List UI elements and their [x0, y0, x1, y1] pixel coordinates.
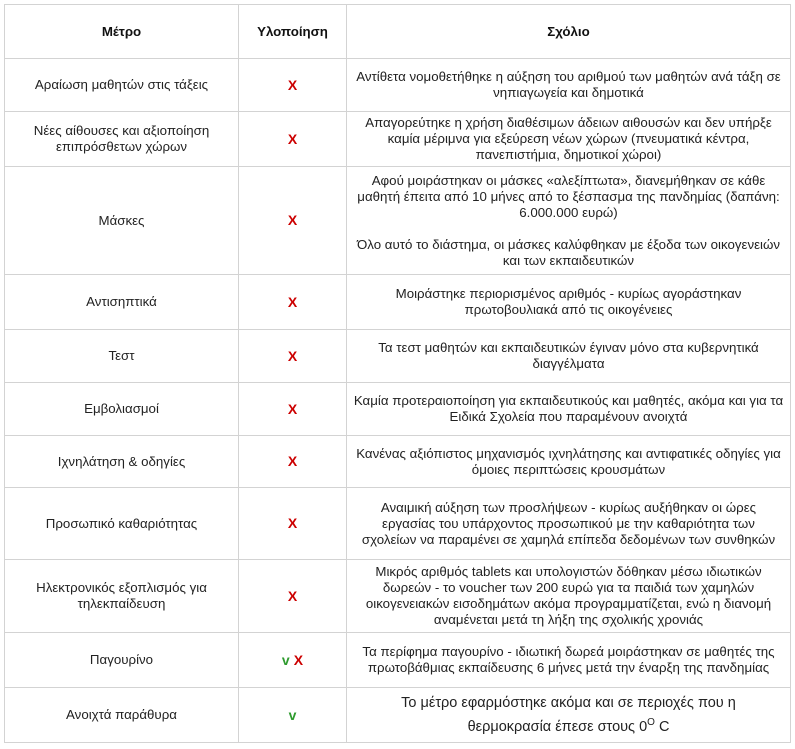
table-row — [5, 688, 791, 743]
comment-cell: Αναιμική αύξηση των προσλήψεων - κυρίως αυξήθηκαν οι ώρες εργασίας του υπάρχοντος προσωπικού με την καθαριότητα των σχολείων να παραμένει σε χαμηλά επίπεδα δεδομένων των συνθηκών — [347, 488, 791, 560]
check-mark-icon: v — [281, 651, 290, 668]
implementation-cell — [239, 275, 347, 330]
table-row — [5, 275, 791, 330]
implementation-cell — [239, 688, 347, 743]
comment-line: Το μέτρο εφαρμόστηκε ακόμα και σε περιοχές που η — [401, 695, 736, 711]
comment-line-end: C — [654, 719, 670, 735]
x-mark-icon: X — [287, 130, 298, 147]
x-mark-icon: X — [287, 587, 298, 604]
header-measure: Μέτρο — [5, 5, 239, 59]
table-row — [5, 59, 791, 112]
x-mark-icon: X — [287, 453, 298, 469]
comment-cell: Τα περίφημα παγουρίνο - ιδιωτική δωρεά μοιράστηκαν σε μαθητές της πρωτοβάθμιας εκπαίδευσης 6 μήνες μετά την έναρξη της πανδημίας — [347, 633, 791, 688]
measure-cell: Ιχνηλάτηση & οδηγίες — [5, 436, 239, 488]
implementation-cell — [239, 633, 347, 688]
table-row — [5, 383, 791, 436]
comment-cell: Κανένας αξιόπιστος μηχανισμός ιχνηλάτησης και αντιφατικές οδηγίες για όμοιες περιπτώσεις κρουσμάτων — [347, 436, 791, 488]
measure-cell: Παγουρίνο — [5, 633, 239, 688]
measure-cell: Μάσκες — [5, 167, 239, 275]
measure-cell: Προσωπικό καθαριότητας — [5, 488, 239, 560]
implementation-cell — [239, 488, 347, 560]
check-mark-icon: v — [288, 706, 297, 723]
comment-cell: Καμία προτεραιοποίηση για εκπαιδευτικούς και μαθητές, ακόμα και για τα Ειδικά Σχολεία που παραμένουν ανοιχτά — [347, 383, 791, 436]
x-mark-icon: X — [287, 347, 298, 364]
implementation-cell — [239, 436, 347, 488]
measure-cell: Αραίωση μαθητών στις τάξεις — [5, 59, 239, 112]
comment-cell: Αντίθετα νομοθετήθηκε η αύξηση του αριθμού των μαθητών ανά τάξη σε νηπιαγωγεία και δημοτικά — [347, 59, 791, 112]
measure-cell: Τεστ — [5, 330, 239, 383]
x-mark-icon: X — [293, 651, 304, 668]
measure-cell: Ηλεκτρονικός εξοπλισμός για τηλεκπαίδευση — [5, 560, 239, 633]
degree-superscript: O — [647, 717, 655, 729]
comment-line: θερμοκρασία έπεσε στους 0 — [467, 719, 648, 735]
x-mark-icon: X — [287, 515, 298, 531]
x-mark-icon: X — [287, 400, 298, 417]
measures-table — [4, 4, 791, 743]
comment-cell: Τα τεστ μαθητών και εκπαιδευτικών έγιναν μόνο στα κυβερνητικά διαγγέλματα — [347, 330, 791, 383]
table-row — [5, 633, 791, 688]
table-row — [5, 488, 791, 560]
implementation-cell — [239, 560, 347, 633]
x-mark-icon: X — [287, 212, 298, 228]
measure-cell: Εμβολιασμοί — [5, 383, 239, 436]
implementation-cell — [239, 112, 347, 167]
header-implementation: Υλοποίηση — [239, 5, 347, 59]
implementation-cell — [239, 59, 347, 112]
measure-cell: Αντισηπτικά — [5, 275, 239, 330]
measure-cell: Ανοιχτά παράθυρα — [5, 688, 239, 743]
table-row — [5, 560, 791, 633]
table-row — [5, 330, 791, 383]
comment-paragraph: Αφού μοιράστηκαν οι μάσκες «αλεξίπτωτα», διανεμήθηκαν σε κάθε μαθητή έπειτα από 10 μήνες από το ξέσπασμα της πανδημίας (δαπάνη: 6.000.000 ευρώ) — [357, 172, 780, 220]
header-row — [5, 5, 791, 59]
comment-cell — [347, 688, 791, 743]
comment-cell: Απαγορεύτηκε η χρήση διαθέσιμων άδειων αιθουσών και δεν υπήρξε καμία μέριμνα για εξεύρεση νέων χώρων (πνευματικά κέντρα, πανεπιστήμια, δημοτικοί χώροι) — [347, 112, 791, 167]
comment-paragraph: Όλο αυτό το διάστημα, οι μάσκες καλύφθηκαν με έξοδα των οικογενειών και των εκπαιδευτικών — [356, 236, 781, 268]
comment-cell: Μικρός αριθμός tablets και υπολογιστών δόθηκαν μέσω ιδιωτικών δωρεών - το voucher των 200 ευρώ για τα παιδιά των χαμηλών οικογενειακών εισοδημάτων ακόμα προγραμματίζεται, ενώ η διανομή αναμένεται μετά τη λήξη της σχολικής χρονιάς — [347, 560, 791, 633]
implementation-cell — [239, 330, 347, 383]
header-comment: Σχόλιο — [347, 5, 791, 59]
implementation-cell — [239, 383, 347, 436]
paragraph-gap — [353, 221, 784, 237]
x-mark-icon: X — [287, 293, 298, 310]
measure-cell: Νέες αίθουσες και αξιοποίηση επιπρόσθετων χώρων — [5, 112, 239, 167]
comment-cell: Μοιράστηκε περιορισμένος αριθμός - κυρίως αγοράστηκαν πρωτοβουλιακά από τις οικογένειες — [347, 275, 791, 330]
table-row — [5, 112, 791, 167]
implementation-cell — [239, 167, 347, 275]
table-row — [5, 167, 791, 275]
comment-cell — [347, 167, 791, 275]
table-row — [5, 436, 791, 488]
x-mark-icon: X — [287, 76, 298, 93]
